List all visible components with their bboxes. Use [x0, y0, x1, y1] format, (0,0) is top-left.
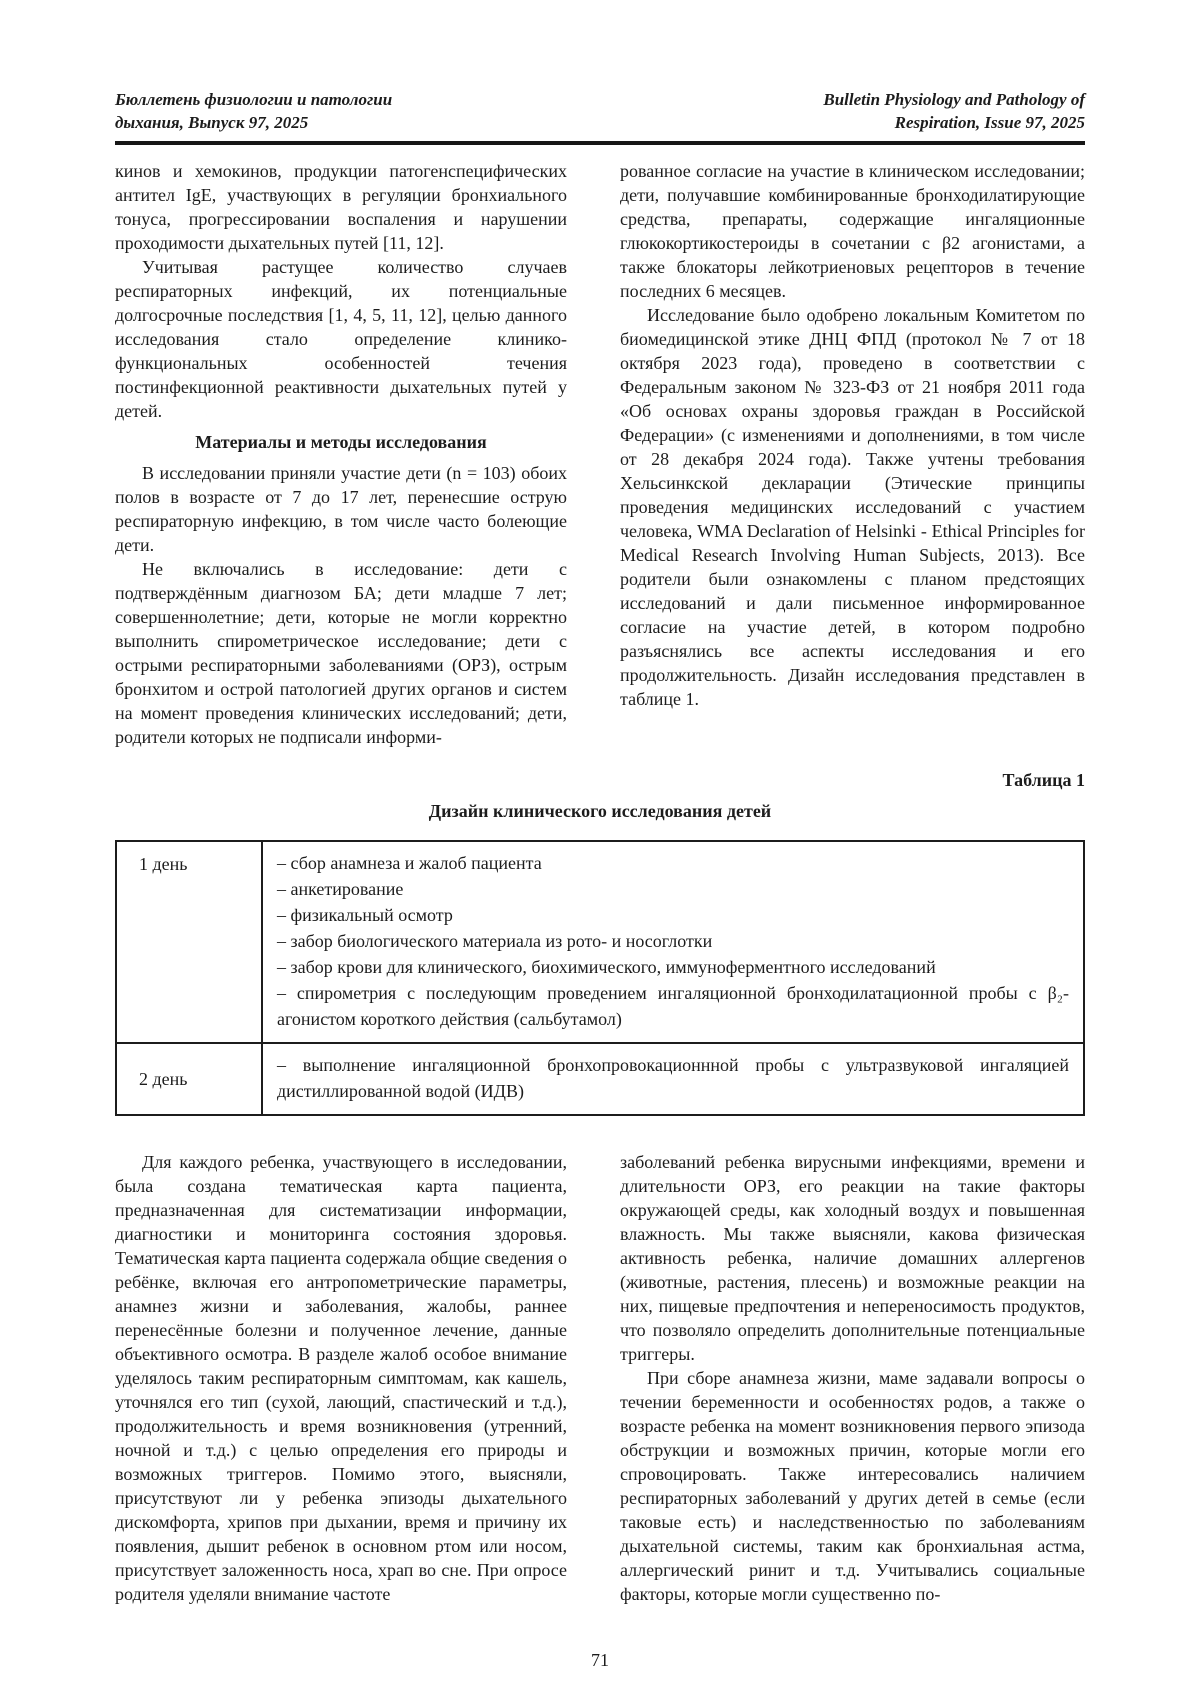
journal-header: [115, 88, 1085, 134]
procedure-item: – сбор анамнеза и жалоб пациента: [277, 853, 542, 873]
procedure-item: – спирометрия с последующим проведением ингаляционной бронходилатационной пробы с β₂-агонистом короткого действия (сальбутамол): [277, 983, 1069, 1029]
table-title: Дизайн клинического исследования детей: [428, 801, 772, 821]
table-row-day1: [116, 841, 1084, 1043]
day-cell: 2 день: [116, 1043, 262, 1115]
procedures-cell: [262, 841, 1084, 1043]
paragraph: В исследовании приняли участие дети (n = 103) обоих полов в возрасте от 7 до 17 лет, перенесшие острую респираторную инфекцию, в том числе часто болеющие дети.: [115, 463, 567, 555]
procedure-item: – анкетирование: [277, 879, 404, 899]
day-cell: 1 день: [116, 841, 262, 1043]
body-bottom-section: [115, 1150, 1085, 1606]
journal-title-en-line1: Bulletin Physiology and Pathology of: [823, 90, 1085, 109]
bottom-right-column: [620, 1150, 1085, 1606]
table-row-day2: [116, 1043, 1084, 1115]
header-rule: [115, 141, 1085, 145]
paragraph: Учитывая растущее количество случаев респираторных инфекций, их потенциальные долгосрочные последствия [1, 4, 5, 11, 12], целью данного исследования стало определение клинико-функциональных особенностей течения постинфекционной реактивности дыхательных путей у детей.: [115, 257, 567, 421]
procedures-cell: [262, 1043, 1084, 1115]
paragraph: При сборе анамнеза жизни, маме задавали вопросы о течении беременности и особенностях родов, а также о возрасте ребенка на момент возникновения первого эпизода обструкции и возможных причин, которые могли его спровоцировать. Также интересовались наличием респираторных заболеваний у других детей в семье (если таковые есть) и наследственностью по заболеваниям дыхательной системы, таким как бронхиальная астма, аллергический ринит и т.д. Учитывались социальные факторы, которые могли существенно по-: [620, 1368, 1085, 1604]
procedure-item: – забор крови для клинического, биохимического, иммуноферментного исследований: [277, 957, 936, 977]
journal-title-ru-line1: Бюллетень физиологии и патологии: [115, 90, 393, 109]
journal-title-en: [823, 88, 1085, 134]
bottom-left-column: [115, 1150, 567, 1606]
journal-title-ru: [115, 88, 392, 134]
body-top-section: [115, 159, 1085, 749]
page-number: 71: [591, 1650, 609, 1670]
paragraph-continuation: рованное согласие на участие в клиническом исследовании; дети, получавшие комбинированные бронходилатирующие средства, препараты, содержащие ингаляционные глюкокортикостероиды в сочетании с β2 агонистами, а также блокаторы лейкотриеновых рецепторов в течение последних 6 месяцев.: [620, 161, 1085, 301]
paragraph-continuation: заболеваний ребенка вирусными инфекциями, времени и длительности ОРЗ, его реакции на такие факторы окружающей среды, как холодный воздух и повышенная влажность. Мы также выясняли, какова физическая активность ребенка, наличие домашних аллергенов (животные, растения, плесень) и возможные реакции на них, пищевые предпочтения и непереносимость продуктов, что позволяло определить дополнительные потенциальные триггеры.: [620, 1152, 1085, 1364]
procedure-item: – выполнение ингаляционной бронхопровокационнной пробы с ультразвуковой ингаляцией дистиллированной водой (ИДВ): [277, 1055, 1069, 1101]
section-heading: Материалы и методы исследования: [195, 432, 487, 452]
study-design-table: [115, 840, 1085, 1116]
paragraph: Для каждого ребенка, участвующего в исследовании, была создана тематическая карта пациента, предназначенная для систематизации информации, диагностики и мониторинга состояния здоровья. Тематическая карта пациента содержала общие сведения о ребёнке, включая его антропометрические параметры, анамнез жизни и заболевания, жалобы, раннее перенесённые болезни и полученное лечение, данные объективного осмотра. В разделе жалоб особое внимание уделялось таким респираторным симптомам, как кашель, уточнялся его тип (сухой, лающий, спастический и т.д.), продолжительность и время возникновения (утренний, ночной и т.д.) с целью определения его природы и возможных триггеров. Помимо этого, выясняли, присутствуют ли у ребенка эпизоды дыхательного дискомфорта, хрипов при дыхании, время и причину их появления, дышит ребенок в основном ртом или носом, присутствует заложенность носа, храп во сне. При опросе родителя уделяли внимание частоте: [115, 1152, 567, 1604]
top-left-column: [115, 159, 567, 749]
paragraph-continuation: кинов и хемокинов, продукции патогенспецифических антител IgE, участвующих в регуляции бронхиального тонуса, прогрессировании воспаления и нарушении проходимости дыхательных путей [11, 12].: [115, 161, 567, 253]
paragraph: Исследование было одобрено локальным Комитетом по биомедицинской этике ДНЦ ФПД (протокол № 7 от 18 октября 2023 года), проведено в соответствии с Федеральным законом № 323-ФЗ от 21 ноября 2011 года «Об основах охраны здоровья граждан в Российской Федерации» (с изменениями и дополнениями, в том числе от 28 декабря 2024 года). Также учтены требования Хельсинкской декларации (Этические принципы проведения медицинских исследований с участием человека, WMA Declaration of Helsinki - Ethical Principles for Medical Research Involving Human Subjects, 2013). Все родители были ознакомлены с планом предстоящих исследований и дали письменное информированное согласие на участие детей, в котором подробно разъяснялись все аспекты исследования и его продолжительность. Дизайн исследования представлен в таблице 1.: [620, 305, 1085, 709]
table-number-label: Таблица 1: [1002, 770, 1085, 790]
procedure-item: – забор биологического материала из рото- и носоглотки: [277, 931, 713, 951]
paragraph: Не включались в исследование: дети с подтверждённым диагнозом БА; дети младше 7 лет; совершеннолетние; дети, которые не могли корректно выполнить спирометрическое исследование; дети с острыми респираторными заболеваниями (ОРЗ), острым бронхитом и острой патологией других органов и систем на момент проведения клинических исследований; дети, родители которых не подписали информи-: [115, 559, 567, 747]
journal-title-en-line2: Respiration, Issue 97, 2025: [894, 113, 1085, 132]
procedure-item: – физикальный осмотр: [277, 905, 453, 925]
page-footer: [115, 1650, 1085, 1671]
journal-title-ru-line2: дыхания, Выпуск 97, 2025: [115, 113, 309, 132]
top-right-column: [620, 159, 1085, 749]
